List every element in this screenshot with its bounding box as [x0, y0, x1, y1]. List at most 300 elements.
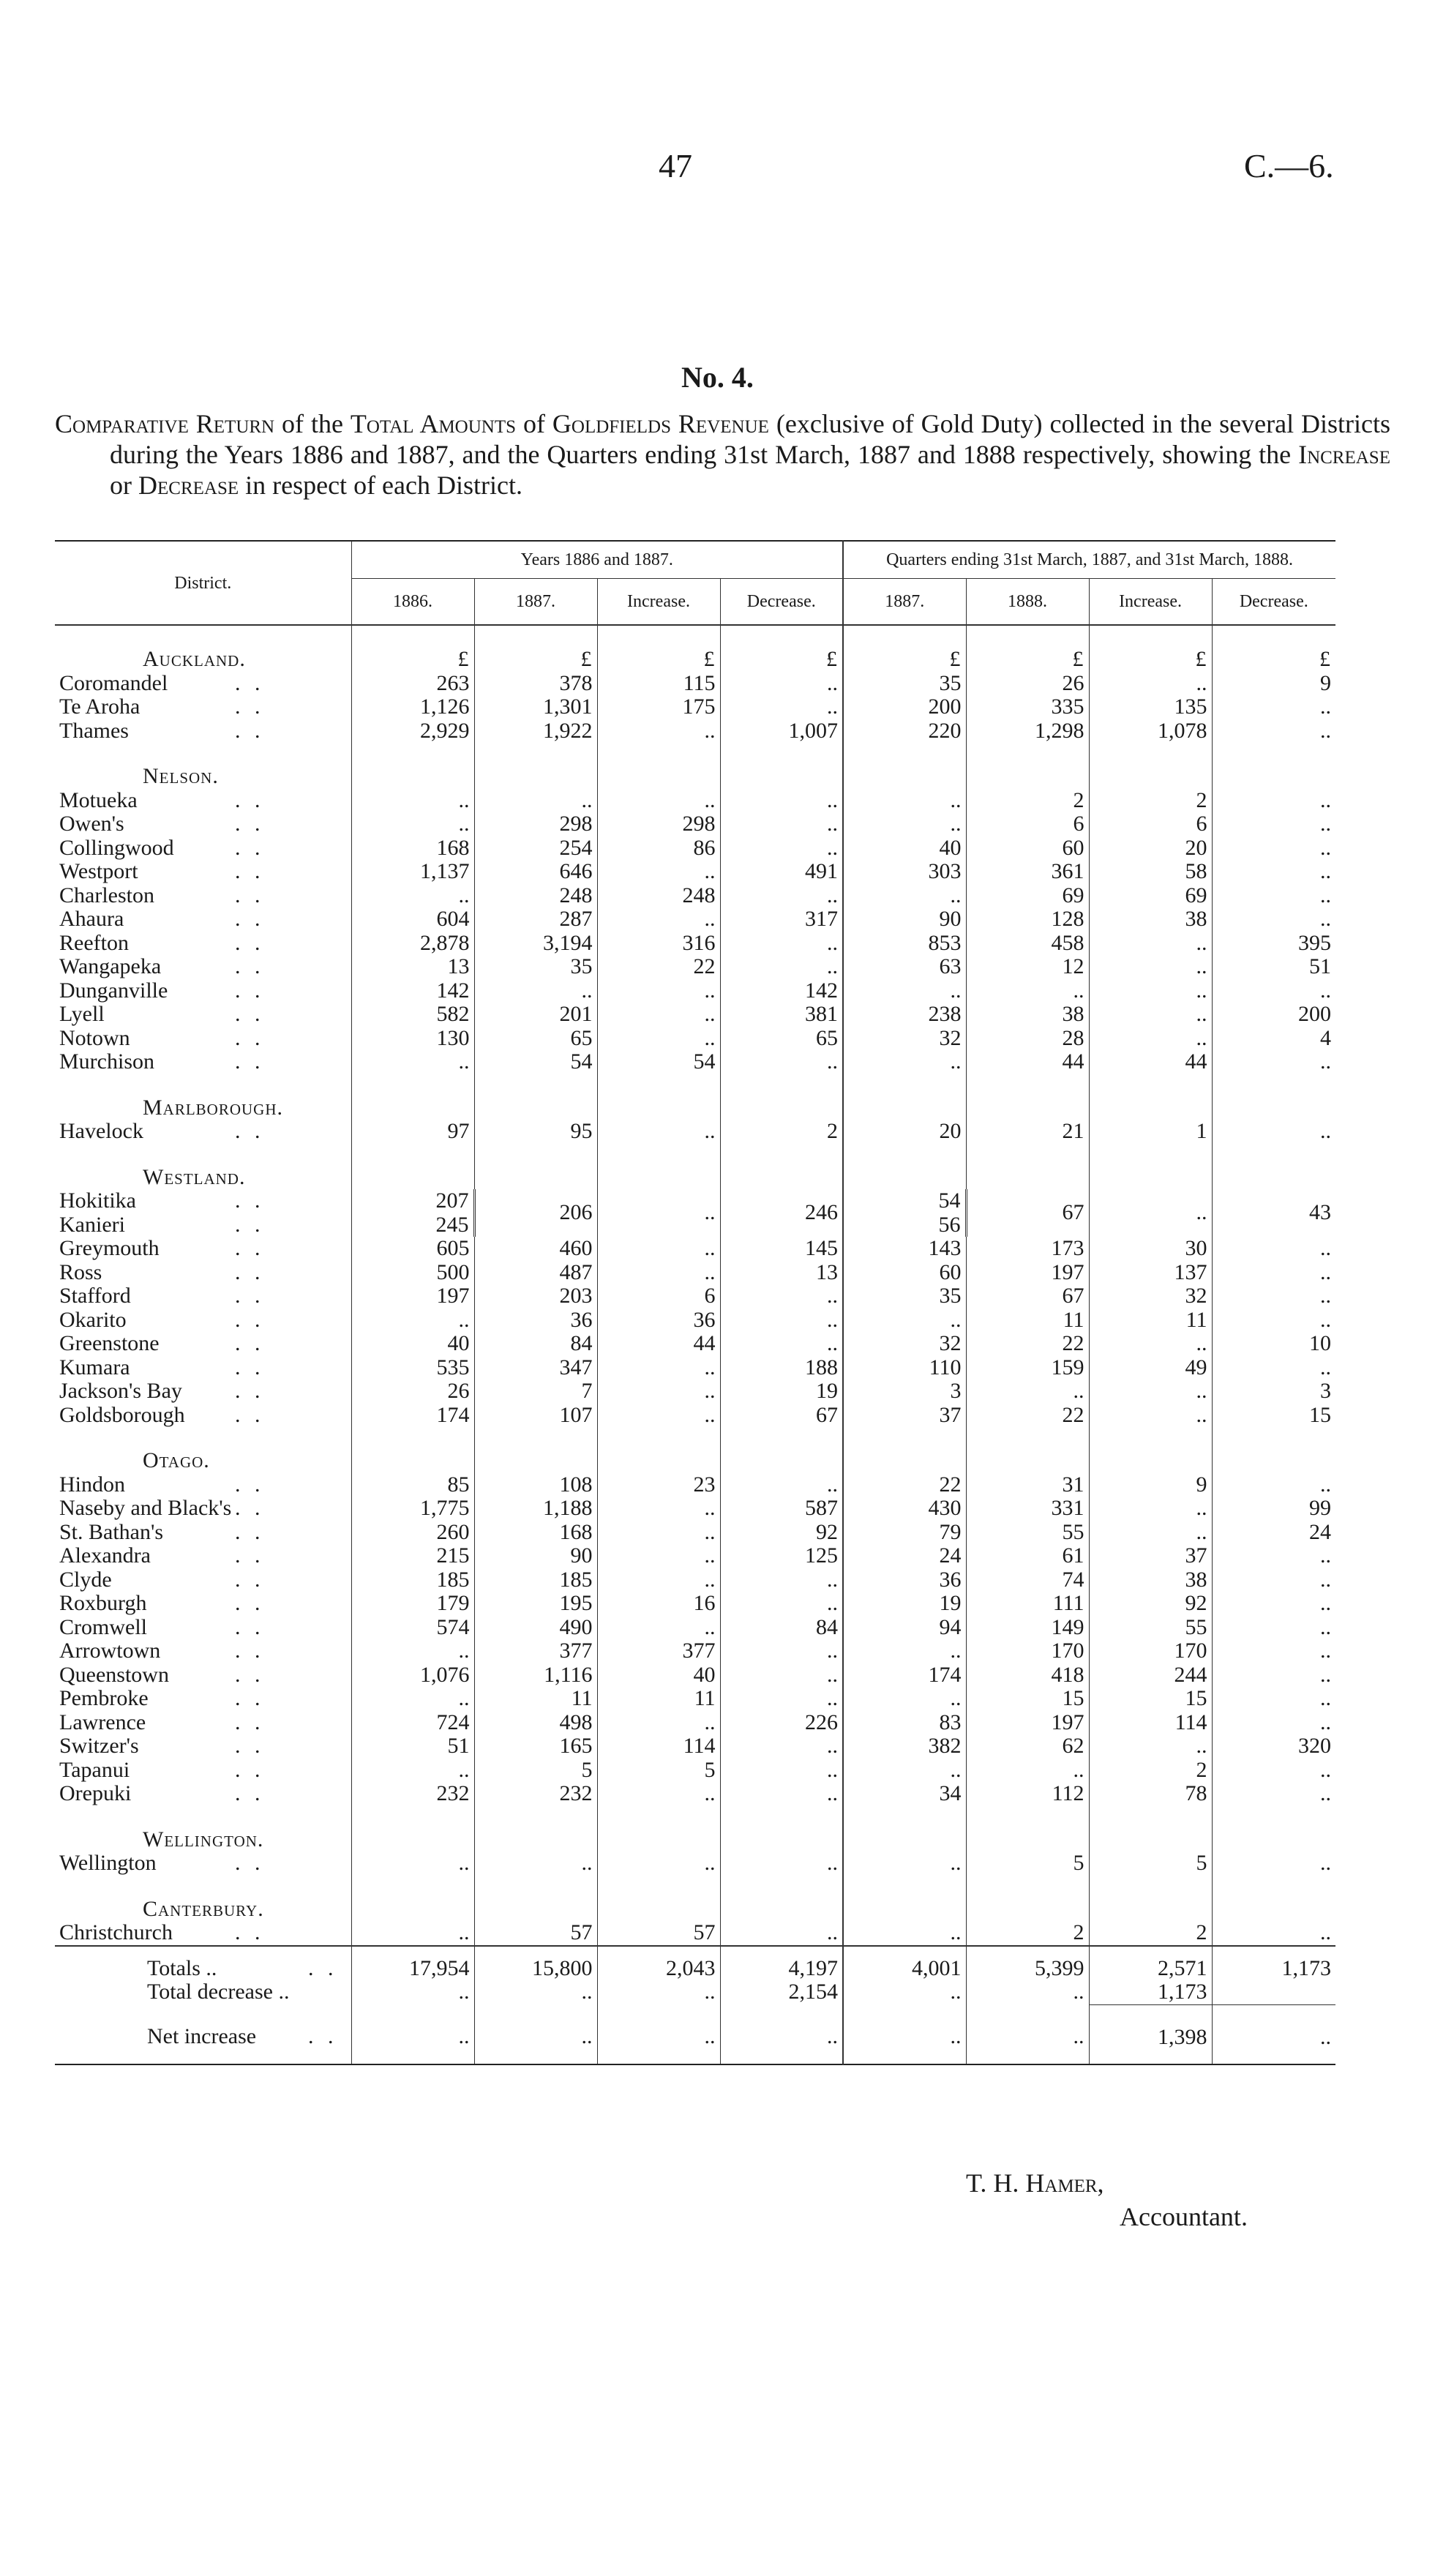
table-cell: .. [1089, 932, 1212, 956]
table-cell: 1,137 [351, 860, 474, 884]
table-cell: .. [597, 1521, 720, 1545]
district-label: Lyell [59, 1003, 105, 1026]
table-cell: .. [720, 1852, 843, 1876]
table-cell: 377 [474, 1639, 597, 1663]
table-cell: 26 [351, 1379, 474, 1404]
table-cell: .. [1212, 884, 1335, 908]
totals-row [55, 1946, 1335, 1981]
table-cell: .. [720, 1284, 843, 1308]
table-cell: .. [720, 812, 843, 836]
table-cell: 15 [966, 1687, 1089, 1711]
table-cell: 56 [843, 1213, 966, 1238]
leader-dots: . . [235, 931, 265, 955]
table-cell: .. [1212, 1356, 1335, 1380]
district-label: Westport [59, 860, 138, 883]
table-cell: 2 [966, 1921, 1089, 1946]
title-part: (exclusive of Gold Duty) collected in the several Districts during the Years 1886 and 1887, and the Quarters ending 31st March, 1887 and 1888 respectively, showing the [110, 409, 1391, 469]
table-cell: .. [720, 1687, 843, 1711]
table-cell: 197 [966, 1711, 1089, 1735]
table-cell: 6 [1089, 812, 1212, 836]
table-cell: 2,043 [597, 1946, 720, 1981]
table-cell: 2,929 [351, 719, 474, 744]
district-label: St. Bathan's [59, 1520, 164, 1544]
leader-dots: . . [235, 1758, 265, 1782]
table-cell: .. [597, 1356, 720, 1380]
table-cell: 2 [1089, 789, 1212, 813]
leader-dots: . . [235, 1189, 265, 1213]
leader-dots: . . [235, 1734, 265, 1758]
table-cell: 220 [843, 719, 966, 744]
district-label: Cromwell [59, 1615, 147, 1639]
table-cell: .. [1212, 1473, 1335, 1497]
table-cell: 17,954 [351, 1946, 474, 1981]
table-cell: 40 [843, 836, 966, 861]
district-name [55, 1711, 351, 1735]
leader-dots: . . [235, 955, 265, 978]
table-cell: .. [351, 1308, 474, 1333]
table-cell: 125 [720, 1544, 843, 1568]
currency-symbol: £ [966, 625, 1089, 672]
page-number: 47 [659, 147, 692, 184]
table-cell: 170 [1089, 1639, 1212, 1663]
district-name [55, 1521, 351, 1545]
table-cell: 245 [351, 1213, 474, 1238]
quarters-group-header: Quarters ending 31st March, 1887, and 31st March, 1888. [843, 541, 1335, 579]
table-cell: .. [720, 789, 843, 813]
district-label: Hindon [59, 1472, 125, 1497]
table-cell: 535 [351, 1356, 474, 1380]
table-cell: .. [720, 1734, 843, 1759]
table-cell: 55 [966, 1521, 1089, 1545]
table-cell: 23 [597, 1473, 720, 1497]
table-cell: .. [597, 1003, 720, 1027]
table-cell: .. [843, 979, 966, 1003]
table-cell: 15,800 [474, 1946, 597, 1981]
table-cell: .. [1212, 1120, 1335, 1144]
table-cell: 317 [720, 907, 843, 932]
table-cell: .. [720, 1782, 843, 1806]
table-cell: 232 [474, 1782, 597, 1806]
section-header-westland [55, 1144, 1335, 1190]
table-cell: 378 [474, 672, 597, 696]
table-cell: 74 [966, 1568, 1089, 1592]
district-label: Stafford [59, 1284, 131, 1308]
table-cell: .. [351, 2004, 474, 2064]
table-cell: .. [474, 1852, 597, 1876]
district-label: Notown [59, 1026, 130, 1050]
table-cell: 724 [351, 1711, 474, 1735]
table-cell: .. [597, 1980, 720, 2004]
table-cell: .. [720, 836, 843, 861]
table-cell: 32 [843, 1027, 966, 1051]
table-row [55, 1759, 1335, 1783]
district-name [55, 1568, 351, 1592]
table-cell: .. [1212, 836, 1335, 861]
table-cell: .. [597, 1189, 720, 1237]
leader-dots: . . [235, 1050, 265, 1074]
table-cell: 49 [1089, 1356, 1212, 1380]
district-label: Kumara [59, 1355, 130, 1379]
col-years-increase: Increase. [597, 579, 720, 626]
table-cell: 215 [351, 1544, 474, 1568]
table-cell: .. [1089, 1189, 1212, 1237]
table-cell: 58 [1089, 860, 1212, 884]
leader-dots: . . [235, 1120, 265, 1143]
table-cell: 2 [966, 789, 1089, 813]
table-cell: 3 [843, 1379, 966, 1404]
table-cell: 67 [966, 1284, 1089, 1308]
table-cell: 19 [843, 1592, 966, 1616]
table-row [55, 1663, 1335, 1688]
table-cell: 22 [966, 1332, 1089, 1356]
leader-dots: . . [235, 1213, 265, 1237]
table-cell: 54 [597, 1050, 720, 1074]
table-cell: 244 [1089, 1663, 1212, 1688]
table-cell: .. [1089, 672, 1212, 696]
table-cell: .. [720, 1663, 843, 1688]
table-cell: 2,154 [720, 1980, 843, 2004]
table-cell: 303 [843, 860, 966, 884]
table-group-header [55, 541, 1335, 579]
table-cell: 5 [474, 1759, 597, 1783]
table-cell: 574 [351, 1616, 474, 1640]
district-label: Queenstown [59, 1663, 169, 1687]
table-cell: .. [1212, 1759, 1335, 1783]
table-cell: .. [843, 1687, 966, 1711]
table-cell: 179 [351, 1592, 474, 1616]
table-cell: .. [597, 1237, 720, 1261]
table-cell: .. [597, 1379, 720, 1404]
section-header-otago [55, 1427, 1335, 1473]
col-quarters-increase: Increase. [1089, 579, 1212, 626]
table-cell: 54 [474, 1050, 597, 1074]
table-cell: 3 [1212, 1379, 1335, 1404]
table-cell: .. [720, 1473, 843, 1497]
district-label: Orepuki [59, 1782, 132, 1805]
table-cell: 430 [843, 1497, 966, 1521]
table-cell: .. [597, 1120, 720, 1144]
district-label: Charleston [59, 883, 154, 907]
district-name [55, 719, 351, 744]
table-row [55, 1852, 1335, 1876]
table-cell: .. [597, 1497, 720, 1521]
table-cell: 22 [597, 955, 720, 979]
table-cell: .. [597, 2004, 720, 2064]
table-cell [1212, 1980, 1335, 2004]
district-name [55, 1332, 351, 1356]
table-cell: 646 [474, 860, 597, 884]
district-name [55, 1782, 351, 1806]
district-label: Tapanui [59, 1758, 130, 1782]
table-cell: 34 [843, 1782, 966, 1806]
table-cell: .. [843, 884, 966, 908]
table-cell: 69 [1089, 884, 1212, 908]
table-cell: .. [966, 2004, 1089, 2064]
table-cell: 38 [1089, 1568, 1212, 1592]
leader-dots: . . [235, 883, 265, 907]
leader-dots: . . [235, 1592, 265, 1615]
table-cell: 43 [1212, 1189, 1335, 1237]
table-cell: .. [597, 860, 720, 884]
table-row [55, 695, 1335, 719]
table-cell: 24 [843, 1544, 966, 1568]
district-label: Ross [59, 1260, 102, 1284]
table-cell: 22 [966, 1404, 1089, 1428]
table-cell: 20 [1089, 836, 1212, 861]
leader-dots: . . [235, 1355, 265, 1379]
table-cell: 32 [843, 1332, 966, 1356]
table-cell: 1,188 [474, 1497, 597, 1521]
table-cell: 78 [1089, 1782, 1212, 1806]
table-cell: 137 [1089, 1261, 1212, 1285]
table-row [55, 860, 1335, 884]
table-cell: .. [1089, 1521, 1212, 1545]
table-row [55, 1639, 1335, 1663]
table-cell: .. [720, 1921, 843, 1946]
table-cell: 145 [720, 1237, 843, 1261]
title-part: or [110, 471, 138, 500]
table-cell: 2,878 [351, 932, 474, 956]
table-row [55, 812, 1335, 836]
table-cell: 165 [474, 1734, 597, 1759]
title-part: Increase [1298, 440, 1390, 469]
district-name [55, 1921, 351, 1946]
table-cell: 36 [843, 1568, 966, 1592]
table-cell: 1,301 [474, 695, 597, 719]
table-cell: .. [1212, 812, 1335, 836]
table-cell: .. [966, 1759, 1089, 1783]
currency-symbol: £ [351, 625, 474, 672]
district-name [55, 860, 351, 884]
table-row [55, 1521, 1335, 1545]
table-cell: 207 [351, 1189, 474, 1213]
table-cell: 582 [351, 1003, 474, 1027]
currency-symbol: £ [474, 625, 597, 672]
table-cell: .. [843, 1852, 966, 1876]
table-cell: 65 [474, 1027, 597, 1051]
table-cell: 347 [474, 1356, 597, 1380]
table-cell: 92 [720, 1521, 843, 1545]
table-row [55, 1404, 1335, 1428]
table-cell: .. [351, 1759, 474, 1783]
table-cell: 206 [474, 1189, 597, 1237]
table-cell: 92 [1089, 1592, 1212, 1616]
section-header-canterbury [55, 1876, 1335, 1922]
table-cell: 62 [966, 1734, 1089, 1759]
table-cell: 85 [351, 1473, 474, 1497]
table-row [55, 1687, 1335, 1711]
table-cell: .. [1212, 1050, 1335, 1074]
table-cell: 86 [597, 836, 720, 861]
table-cell: 168 [474, 1521, 597, 1545]
table-cell: .. [720, 1759, 843, 1783]
table-row [55, 672, 1335, 696]
district-name [55, 812, 351, 836]
district-label: Jackson's Bay [59, 1379, 182, 1403]
revenue-table-container [55, 540, 1335, 2065]
table-row [55, 719, 1335, 744]
table-cell: .. [1212, 1261, 1335, 1285]
table-cell: 67 [966, 1189, 1089, 1237]
table-cell: 112 [966, 1782, 1089, 1806]
table-row [55, 1544, 1335, 1568]
table-row [55, 1284, 1335, 1308]
table-cell: .. [1212, 1308, 1335, 1333]
district-label: Naseby and Black's [59, 1497, 232, 1520]
table-cell: 90 [474, 1544, 597, 1568]
table-cell: .. [597, 907, 720, 932]
table-cell: .. [843, 789, 966, 813]
table-cell: 36 [474, 1308, 597, 1333]
table-row [55, 1027, 1335, 1051]
table-cell: .. [1212, 1616, 1335, 1640]
table-cell: 20 [843, 1120, 966, 1144]
table-row [55, 1592, 1335, 1616]
table-cell: 51 [351, 1734, 474, 1759]
district-name [55, 672, 351, 696]
district-label: Goldsborough [59, 1403, 185, 1427]
table-cell: .. [843, 1921, 966, 1946]
table-cell: .. [720, 1568, 843, 1592]
table-row [55, 1308, 1335, 1333]
district-label: Hokitika [59, 1189, 136, 1213]
table-cell: 175 [597, 695, 720, 719]
table-row [55, 1050, 1335, 1074]
leader-dots: . . [235, 1520, 265, 1544]
section-name: Nelson. [143, 764, 219, 788]
table-cell: .. [1212, 1544, 1335, 1568]
leader-dots: . . [235, 671, 265, 695]
district-name [55, 1050, 351, 1074]
district-name [55, 1616, 351, 1640]
table-cell: 35 [843, 672, 966, 696]
title-part: of the [274, 409, 351, 438]
table-cell: 188 [720, 1356, 843, 1380]
table-row [55, 1261, 1335, 1285]
return-title [55, 408, 1390, 501]
table-cell: 197 [351, 1284, 474, 1308]
table-cell: 1,007 [720, 719, 843, 744]
table-row [55, 836, 1335, 861]
leader-dots: . . [235, 1308, 265, 1332]
signatory-name: T. H. Hamer, [966, 2168, 1104, 2198]
table-cell: 381 [720, 1003, 843, 1027]
table-cell: 4,001 [843, 1946, 966, 1981]
district-name [55, 1027, 351, 1051]
table-cell: 254 [474, 836, 597, 861]
table-row [55, 1356, 1335, 1380]
table-cell: .. [597, 719, 720, 744]
table-cell: 55 [1089, 1616, 1212, 1640]
table-row [55, 1616, 1335, 1640]
table-row [55, 1782, 1335, 1806]
table-cell: 460 [474, 1237, 597, 1261]
leader-dots: . . [235, 1782, 265, 1805]
table-cell: 7 [474, 1379, 597, 1404]
table-cell: .. [843, 2004, 966, 2064]
leader-dots: . . [235, 812, 265, 836]
district-label: Havelock [59, 1120, 143, 1143]
table-cell: .. [351, 1980, 474, 2004]
table-cell: 853 [843, 932, 966, 956]
table-cell: .. [597, 1711, 720, 1735]
table-cell: 21 [966, 1120, 1089, 1144]
currency-symbol: £ [843, 625, 966, 672]
table-cell: 1,173 [1089, 1980, 1212, 2004]
table-cell: .. [1212, 1711, 1335, 1735]
table-cell: 24 [1212, 1521, 1335, 1545]
table-cell: 90 [843, 907, 966, 932]
district-name [55, 1356, 351, 1380]
table-row [55, 1379, 1335, 1404]
currency-symbol: £ [720, 625, 843, 672]
table-cell: 605 [351, 1237, 474, 1261]
total-decrease-label: Total decrease .. [147, 1980, 290, 2004]
table-cell: .. [351, 1050, 474, 1074]
table-cell: .. [597, 1404, 720, 1428]
district-name [55, 979, 351, 1003]
table-cell: 2 [1089, 1759, 1212, 1783]
district-label: Greenstone [59, 1332, 160, 1355]
totals-label: Totals .. . . [55, 1946, 351, 1981]
table-cell: 19 [720, 1379, 843, 1404]
leader-dots: . . [235, 1284, 265, 1308]
table-cell: 458 [966, 932, 1089, 956]
table-cell: .. [843, 1050, 966, 1074]
district-name [55, 1687, 351, 1711]
table-row [55, 1734, 1335, 1759]
currency-symbol: £ [597, 625, 720, 672]
table-cell: 44 [966, 1050, 1089, 1074]
leader-dots: . . [235, 719, 265, 743]
district-label: Murchison [59, 1050, 154, 1074]
table-cell: 97 [351, 1120, 474, 1144]
section-name: Otago. [143, 1448, 210, 1472]
table-cell: .. [1089, 1027, 1212, 1051]
leader-dots: . . [235, 1568, 265, 1592]
section-name: Auckland. [143, 647, 246, 671]
district-name [55, 1592, 351, 1616]
table-cell: .. [474, 789, 597, 813]
table-cell: 170 [966, 1639, 1089, 1663]
table-row [55, 1189, 1335, 1213]
table-cell: .. [351, 884, 474, 908]
table-cell: 111 [966, 1592, 1089, 1616]
table-cell: 57 [597, 1921, 720, 1946]
leader-dots: . . [235, 1710, 265, 1734]
table-cell: 84 [720, 1616, 843, 1640]
table-cell: 115 [597, 672, 720, 696]
leader-dots: . . [235, 1003, 265, 1026]
table-cell: 16 [597, 1592, 720, 1616]
table-cell: 377 [597, 1639, 720, 1663]
district-name [55, 955, 351, 979]
table-cell: .. [1089, 1379, 1212, 1404]
currency-symbol: £ [1212, 625, 1335, 672]
table-cell: .. [1089, 1003, 1212, 1027]
table-cell: 395 [1212, 932, 1335, 956]
table-cell: 30 [1089, 1237, 1212, 1261]
table-cell: .. [474, 2004, 597, 2064]
table-cell: 28 [966, 1027, 1089, 1051]
table-cell: .. [1212, 1921, 1335, 1946]
col-1887: 1887. [474, 579, 597, 626]
table-cell: .. [1089, 1332, 1212, 1356]
table-cell: .. [597, 1616, 720, 1640]
table-cell: 108 [474, 1473, 597, 1497]
table-cell: 335 [966, 695, 1089, 719]
table-cell: .. [720, 884, 843, 908]
